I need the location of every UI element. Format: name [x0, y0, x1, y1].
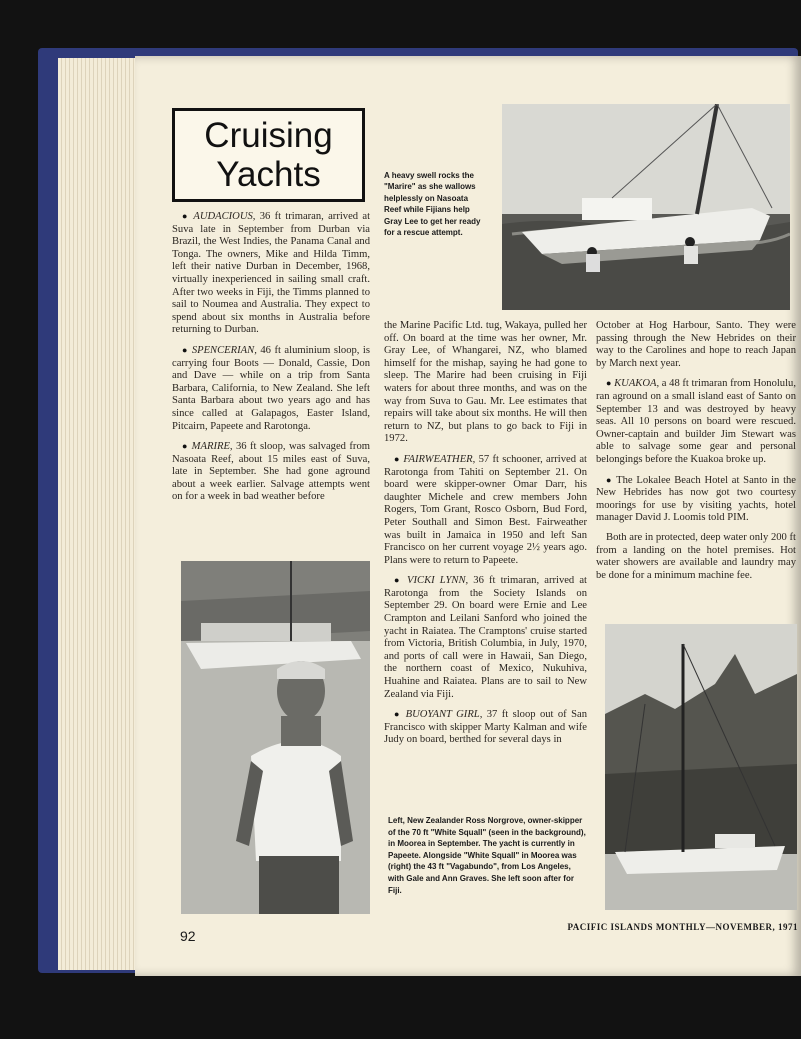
column-1	[172, 210, 370, 511]
caption-top: A heavy swell rocks the "Marire" as she wallows helplessly on Nasoata Reef while Fijians help Gray Lee to get her ready for a rescue attempt.	[384, 171, 481, 238]
yacht-name: VICKI LYNN,	[407, 575, 469, 587]
article-text: 57 ft schooner, arrived at Rarotonga from Tahiti on September 21. On board were skipper-owner Omar Darr, his daughter Michele and crew members John Rogers, Tom Grant, Rosco Osborn, Bud Ford, Peter Southall and Simon Best. Fairweather was built in Jamaica in 1950 and left San Francisco on her current voyage 2½ years ago. Plans were to return to Papeete.	[384, 453, 587, 566]
column-3	[596, 320, 796, 589]
page-number: 92	[180, 928, 196, 944]
bullet: ●	[394, 709, 402, 720]
yacht-name: KUAKOA,	[614, 378, 660, 390]
title-box	[172, 108, 365, 202]
article-vicki-lynn	[384, 574, 587, 701]
caption-bottom: Left, New Zealander Ross Norgrove, owner-skipper of the 70 ft "White Squall" (seen in the background), in Moorea in September. The yacht is currently in Papeete. Alongside "White Squall" in Moorea was (right) the 43 ft "Vagabundo", from Los Angeles, with Gale and Ann Graves. She left soon after for Fiji.	[388, 816, 586, 895]
title-line-1: Cruising	[204, 116, 333, 155]
article-spencerian	[172, 344, 370, 433]
photo-norgrove-illustration	[181, 561, 370, 914]
article-text: October at Hog Harbour, Santo. They were passing through the New Hebrides on their way to the Carolines and hope to reach Japan by March next year.	[596, 320, 796, 369]
bullet: ●	[182, 211, 190, 221]
article-audacious	[172, 210, 370, 337]
photo-vagabundo-illustration	[605, 624, 797, 910]
column-2	[384, 320, 587, 754]
yacht-name: BUOYANT GIRL,	[405, 709, 483, 721]
article-buoyant-girl	[384, 708, 587, 747]
bullet: ●	[606, 378, 612, 389]
bullet: ●	[182, 344, 189, 355]
article-text: 37 ft sloop out of San Francisco with skipper Marty Kalman and wife Judy on board, berthed for several days in	[384, 709, 587, 746]
yacht-name: AUDACIOUS,	[193, 211, 256, 222]
bullet: ●	[182, 441, 189, 452]
article-buoyant-girl-cont	[596, 320, 796, 370]
article-text: the Marine Pacific Ltd. tug, Wakaya, pulled her off. On board at the time was her owner, Mr. Gray Lee, of Whangarei, NZ, who blamed himself for the mishap, saying he had gone to sleep. The Marire had been cruising in Fiji waters for about three months, and was on the way from Suva to Gau. Mr. Lee estimates that repairs will take about six months. He will then return to NZ, but plans to go back to Fiji in 1972.	[384, 320, 587, 445]
article-text: The Lokalee Beach Hotel at Santo in the New Hebrides has now got two courtesy moorings for use by visiting yachts, hotel manager David J. Loomis told PIM.	[596, 474, 797, 524]
photo-marire-illustration	[502, 104, 790, 310]
bullet: ●	[606, 474, 613, 485]
photo-ross-norgrove	[181, 561, 370, 914]
article-marire	[172, 440, 370, 504]
magazine-footer: PACIFIC ISLANDS MONTHLY—NOVEMBER, 1971	[567, 922, 798, 932]
article-marire-cont	[384, 320, 587, 446]
yacht-name: SPENCERIAN,	[191, 344, 257, 356]
article-text: Both are in protected, deep water only 200 ft from a landing on the hotel premises. Hot water showers are available and laundry may be done for a minimum machine fee.	[596, 531, 796, 581]
article-kuakoa	[596, 377, 796, 466]
yacht-name: MARIRE,	[191, 441, 233, 453]
article-text: 36 ft trimaran, arrived at Rarotonga from the Society Islands on September 29. On board were Ernie and Lee Crampton and Leilani Sanford who joined the yacht in Raiatea. The Cramptons' cruise started from Victoria, British Columbia, in July, 1970, and ports of call were in Hawaii, San Diego, the northern coast of Mexico, Nukuhiva, Huahine and Raiatea. Plans are to sail to New Zealand via Fiji.	[384, 575, 587, 700]
article-lokalee-hotel-2	[596, 532, 796, 582]
article-text: 46 ft aluminium sloop, is carrying four Boots — Donald, Cassie, Don and Dave — while on a trip from Santa Barbara, California, to New Zealand. She left Santa Barbara about two years ago and has since called at Galapagos, Easter Island, Pitcairn, Papeete and Rarotonga.	[172, 344, 370, 432]
article-text: a 48 ft trimaran from Honolulu, ran aground on a small island east of Santo on September 13 and was destroyed by heavy seas. All 10 persons on board were rescued. Owner-captain and builder Jim Stewart was able to salvage some gear and personal belongings before the Kuakoa broke up.	[596, 378, 796, 465]
photo-vagabundo	[605, 624, 797, 910]
title-line-2: Yachts	[216, 155, 321, 194]
article-lokalee-hotel	[596, 474, 796, 525]
article-fairweather	[384, 453, 587, 567]
article-text: 36 ft sloop, was salvaged from Nasoata Reef, about 15 miles east of Suva, late in September. She had gone aground about a week earlier. Salvage attempts went on for a week in bad weather before	[172, 441, 370, 503]
photo-marire-on-reef	[502, 104, 790, 310]
article-text: 36 ft trimaran, arrived at Suva late in September from Durban via Brazil, the West Indies, the Panama Canal and Tonga. The owners, Mike and Hilda Timm, left their native Durban in December, 1968, virtually inexperienced in sailing small craft. After two weeks in Fiji, the Timms planned to sail to Noumea and Australia. They expect to spend about six months in Australia before returning to Durban.	[172, 211, 371, 336]
bullet: ●	[394, 453, 401, 464]
bullet: ●	[394, 575, 402, 586]
yacht-name: FAIRWEATHER,	[403, 453, 476, 465]
